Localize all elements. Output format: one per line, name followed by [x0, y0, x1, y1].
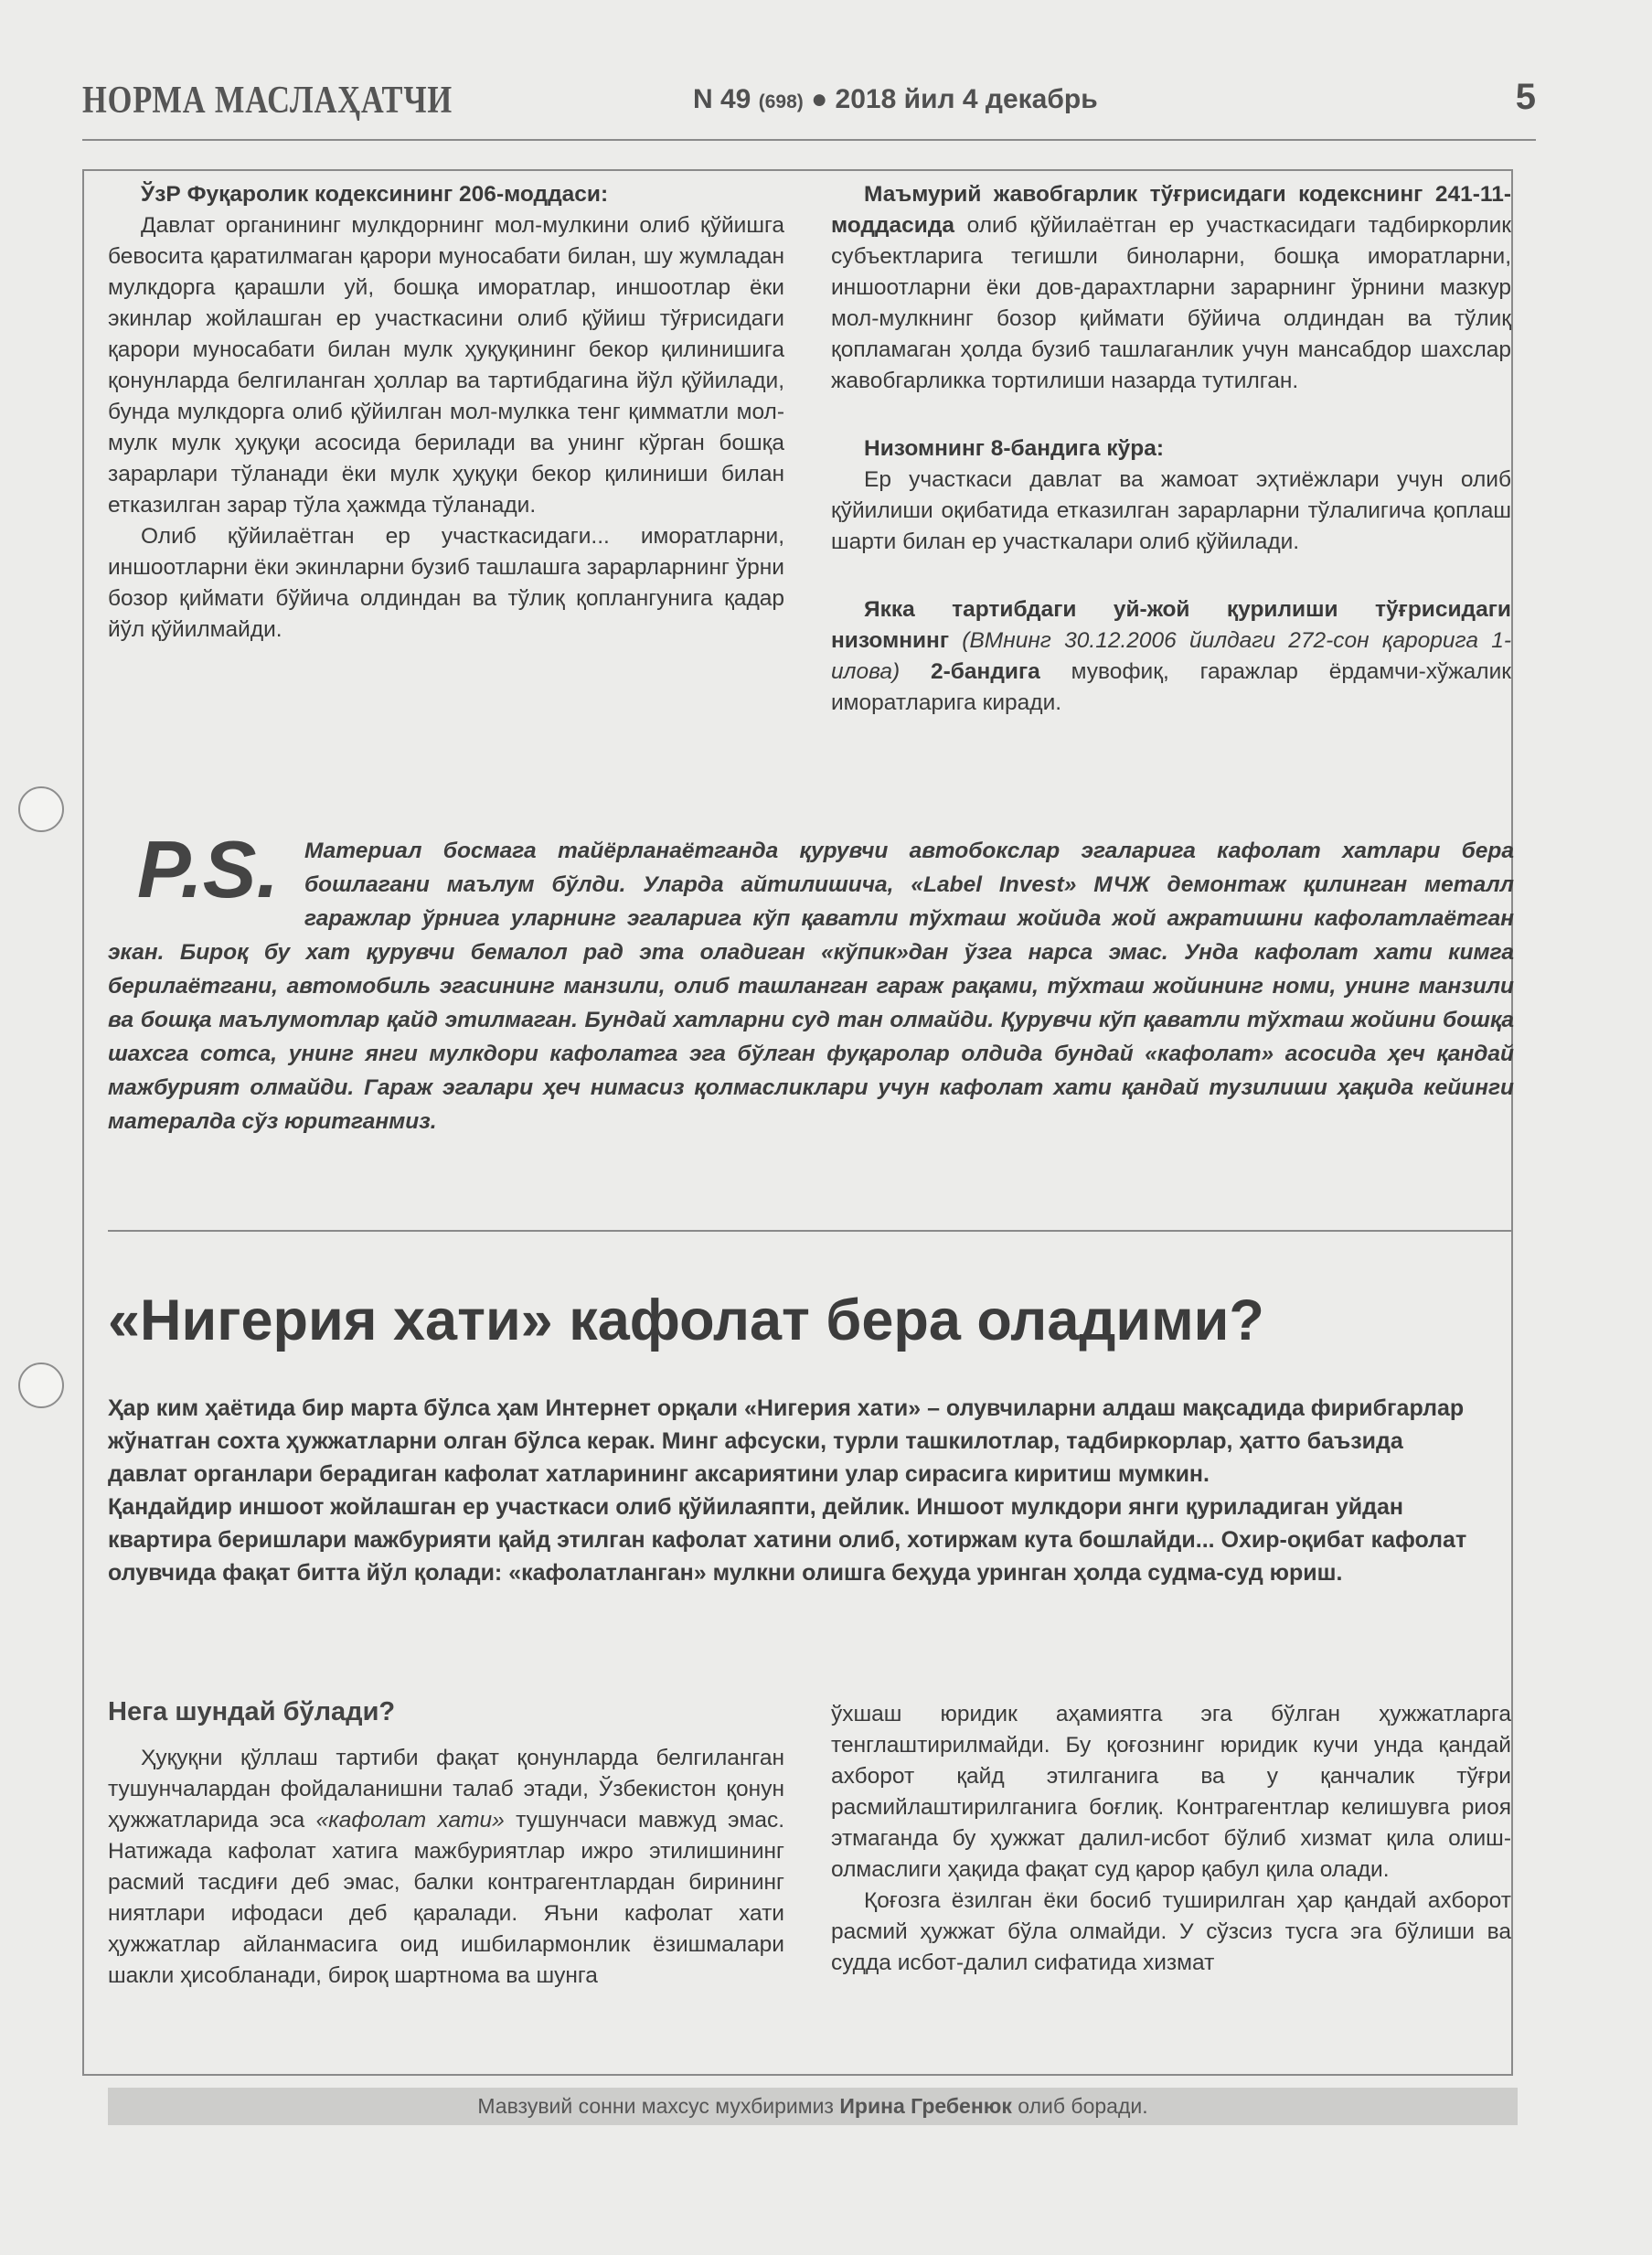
ps-text: Материал босмага тайёрланаётганда қурувчи автобокслар эгаларига кафолат хатлари бера бошлагани маълум бўлди. Уларда айтилишича, «Label Invest» МЧЖ демонтаж қилинган металл гаражлар ўрнига уларнинг эгаларига кўп қаватли тўхташ жойида жой ажратишни кафолатлаётган экан. Бироқ бу хат қурувчи бемалол рад эта оладиган «кўпик»дан ўзга нарса эмас. Унда кафолат хати кимга берилаётгани, автомобиль эгасининг манзили, олиб ташланган гараж рақами, тўхташ жойининг номи, унинг манзили ва бошқа маълумотлар қайд этилмаган. Бундай хатларни суд тан олмайди. Қурувчи кўп қаватли тўхташ жойини бошқа шахсга сотса, унинг янги мулкдори кафолатга эга бўлган фуқаролар олдида бундай «кафолат» асосида ҳеч қандай мажбурият олмайди. Гараж эгалари ҳеч нимасиз қолмасликлари учун кафолат хати қандай тузилиши ҳақида кейинги матералда сўз юритганмиз.: [108, 839, 1514, 1134]
issue-info: [693, 84, 1098, 115]
section-divider: [108, 1230, 1513, 1232]
paragraph-text: тушунчаси мавжуд эмас. Натижада кафолат хатига мажбуриятлар ижро этилишининг расмий тасдиғи деб эмас, балки контрагентлардан бирининг ниятлари ифодаси деб қаралади. Яъни кафолат хати ҳужжатлар айланмасига оид ишбилармонлик ёзишмалари шакли ҳисобланади, бироқ шартнома ва шунга: [108, 1808, 785, 1988]
left-paragraph: Олиб қўйилаётган ер участкасидаги... иморатларни, иншоотларни ёки экинларни бузиб ташлашга зарарларнинг ўрни бозор қиймати бўйича олдиндан ва тўлиқ қоплангунига қадар йўл қўйилмайди.: [108, 524, 784, 642]
left-heading: ЎзР Фуқаролик кодексининг 206-моддаси:: [141, 182, 609, 207]
paragraph-text: Ҳуқуқни қўллаш тартиби фақат қонунларда белгиланган тушунчалардан фойдаланишни талаб этади, Ўзбекистон қонун ҳужжатларида эса: [108, 1746, 784, 1833]
right-paragraph: Ер участкаси давлат ва жамоат эҳтиёжлари учун олиб қўйилиши оқибатида етказилган зарарларни тўлалигича қоплаш шарти билан ер участкалари олиб қўйилади.: [831, 467, 1511, 554]
page-number: 5: [1515, 77, 1536, 117]
code-reference: Маъмурий жавобгарлик тўғрисидаги кодекснинг 241-11-моддасида: [831, 182, 1511, 238]
editor-name: Ирина Гребенюк: [839, 2094, 1012, 2118]
right-top-column: [831, 179, 1511, 719]
regulation-note: (ВМнинг 30.12.2006 йилдаги 272-сон қарорига 1-илова): [831, 628, 1511, 684]
lead-paragraph: Қандайдир иншоот жойлашган ер участкаси олиб қўйилаяпти, дейлик. Иншоот мулкдори янги қуриладиган уйдан квартира беришлари мажбурияти қайд этилган кафолат хатини олиб, хотиржам кута бошлайди... Охир-оқибат кафолат олувчида фақат битта йўл қолади: «кафолатланган» мулкни олишга беҳуда уринган ҳолда судма-суд юриш.: [108, 1494, 1467, 1586]
credit-text: олиб боради.: [1011, 2094, 1148, 2118]
issue-serial: (698): [758, 91, 804, 112]
left-top-column: [108, 179, 784, 646]
right-paragraph: [831, 179, 1511, 397]
binder-hole: [18, 1363, 64, 1408]
ps-note: [108, 824, 1514, 1138]
issue-date: ● 2018 йил 4 декабрь: [811, 84, 1098, 114]
article-title: «Нигерия хати» кафолат бера оладими?: [108, 1288, 1264, 1352]
editor-credit-bar: [108, 2088, 1518, 2125]
masthead: НОРМА МАСЛАҲАТЧИ: [82, 80, 453, 122]
body-paragraph: [108, 1743, 784, 1992]
article-left-column: [108, 1743, 784, 1992]
issue-number: N 49: [693, 84, 751, 114]
regulation-reference: Якка тартибдаги уй-жой қурилиши тўғрисидаги низомнинг: [831, 597, 1511, 653]
body-paragraph: ўхшаш юридик аҳамиятга эга бўлган ҳужжатларга тенглаштирилмайди. Бу қоғознинг юридик кучи унда қандай ахборот қайд этилганига ва у қанчалик тўғри расмийлаштирилганига боғлиқ. Контрагентлар келишувга риоя этмаганда бу ҳужжат далил-исбот бўлиб хизмат қила олиш-олмаслиги ҳақида фақат суд қарор қабул қила олади.: [831, 1702, 1511, 1882]
credit-text: Мавзувий сонни махсус мухбиримиз: [477, 2094, 840, 2118]
ps-mark: P.S.: [137, 824, 279, 914]
clause-reference: 2-бандига: [900, 659, 1040, 684]
page-header: [82, 73, 1536, 141]
binder-hole: [18, 786, 64, 832]
body-paragraph: Қоғозга ёзилган ёки босиб туширилган ҳар қандай ахборот расмий ҳужжат бўла олмайди. У сўзсиз тусга эга бўлиши ва судда исбот-далил сифатида хизмат: [831, 1888, 1511, 1975]
lead-paragraph: Ҳар ким ҳаётида бир марта бўлса ҳам Интернет орқали «Нигерия хати» – олувчиларни алдаш мақсадида фирибгарлар жўнатган сохта ҳужжатларни олган бўлса керак. Минг афсуски, турли ташкилотлар, тадбиркорлар, ҳатто баъзида давлат органлари берадиган кафолат хатларининг аксариятини улар сирасига киритиш мумкин.: [108, 1395, 1465, 1487]
left-paragraph: Давлат органининг мулкдорнинг мол-мулкини олиб қўйишга бевосита қаратилмаган қарори муносабати билан, шу жумладан мулкдорга қарашли уй, бошқа иморатлар, иншоотлар ёки экинлар жойлашган ер участкасини олиб қўйиш тўғрисидаги қарори муносабати билан мулк ҳуқуқининг бекор қилинишига қонунларда белгиланган ҳоллар ва тартибдагина йўл қўйилади, бунда мулкдорга олиб қўйилган мол-мулкка тенг қимматли мол-мулк мулк ҳуқуқи асосида берилади ва унинг кўрган бошқа зарарлари тўланади ёки мулк ҳуқуқи бекор қилиниши билан етказилган зарар тўла ҳажмда тўланади.: [108, 213, 784, 518]
paragraph-text: олиб қўйилаётган ер участкасидаги тадбиркорлик субъектларига тегишли биноларни, бошқа иморатларни, иншоотларни ёки дов-дарахтларни зарарнинг ўрнини мазкур мол-мулкнинг бозор қиймати бўйича олдиндан ва тўлиқ қопламаган ҳолда бузиб ташлаганлик учун мансабдор шахслар жавобгарликка тортилиши назарда тутилган.: [831, 213, 1511, 393]
article-subheading: Нега шундай бўлади?: [108, 1697, 396, 1726]
paragraph-text: мувофиқ, гаражлар ёрдамчи-хўжалик иморатларига киради.: [831, 659, 1512, 715]
article-lead: [108, 1392, 1479, 1589]
article-right-column: [831, 1699, 1511, 1979]
right-heading: Низомнинг 8-бандига кўра:: [864, 436, 1164, 461]
right-paragraph: [831, 594, 1511, 719]
term-guarantee-letter: «кафолат хати»: [315, 1808, 505, 1833]
